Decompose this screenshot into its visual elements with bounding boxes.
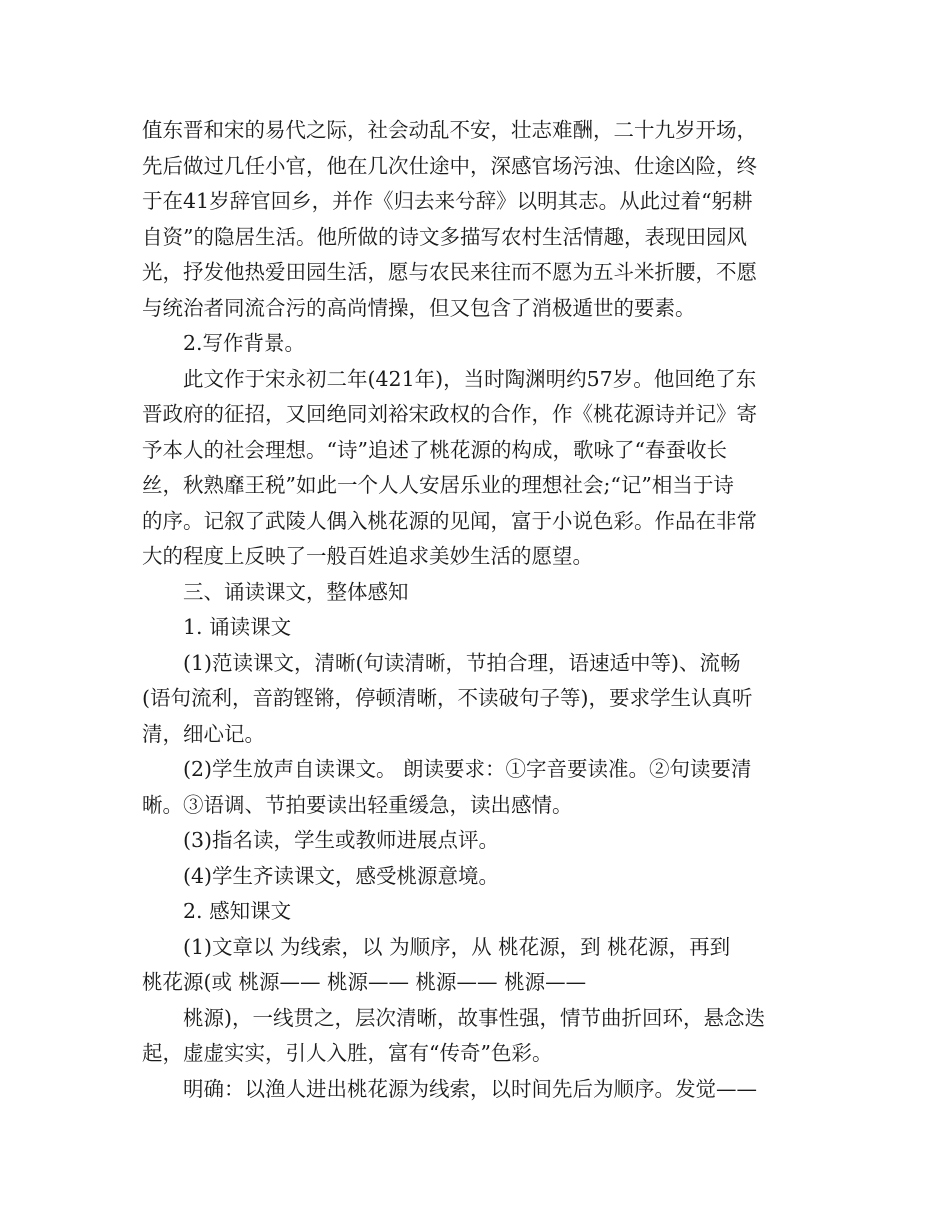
text-line: 值东晋和宋的易代之际，社会动乱不安，壮志难酬，二十九岁开场，	[142, 118, 757, 142]
heading-line: 2.写作背景。	[183, 331, 306, 355]
paragraph-group-reading	[142, 859, 812, 895]
text-line: 起，虚虚实实，引人入胜，富有“传奇”色彩。	[142, 1041, 553, 1065]
paragraph-self-reading	[142, 752, 812, 823]
text-line: 晋政府的征招，又回绝同刘裕宋政权的合作，作《桃花源诗并记》寄	[142, 402, 757, 426]
paragraph-model-reading	[142, 646, 812, 753]
heading-line: 三、诵读课文，整体感知	[183, 579, 409, 604]
section-heading-recite	[142, 575, 812, 611]
paragraph-clue-continuation	[142, 1001, 812, 1072]
paragraph-answer	[142, 1072, 812, 1108]
text-line: 于在41岁辞官回乡，并作《归去来兮辞》以明其志。从此过着“躬耕	[142, 189, 753, 213]
paragraph-named-reading	[142, 823, 812, 859]
text-line: 先后做过几任小官，他在几次仕途中，深感官场污浊、仕途凶险，终	[142, 153, 757, 178]
text-line: 晰。③语调、节拍要读出轻重缓急，读出感情。	[142, 792, 573, 817]
text-line: 桃源)，一线贯之，层次清晰，故事性强，情节曲折回环，悬念迭	[183, 1005, 765, 1030]
heading-line: 2. 感知课文	[183, 899, 292, 923]
text-line: 明确：以渔人进出桃花源为线索，以时间先后为顺序。发觉——	[183, 1076, 757, 1101]
text-line: (1)文章以 为线索，以 为顺序，从 桃花源，到 桃花源，再到	[183, 934, 731, 959]
text-line: 与统治者同流合污的高尚情操，但又包含了消极遁世的要素。	[142, 295, 696, 320]
text-line: 自资”的隐居生活。他所做的诗文多描写农村生活情趣，表现田园风	[142, 224, 747, 249]
document-body	[142, 113, 812, 1107]
text-line: 予本人的社会理想。“诗”追述了桃花源的构成，歌咏了“春蚕收长	[142, 437, 727, 462]
text-line: (语句流利，音韵铿锵，停顿清晰，不读破句子等)，要求学生认真听	[142, 686, 753, 710]
text-line: 丝，秋熟靡王税”如此一个人人安居乐业的理想社会;“记”相当于诗	[142, 473, 734, 497]
text-line: (1)范读课文，清晰(句读清晰，节拍合理，语速适中等)、流畅	[183, 650, 741, 675]
subheading-recite-text	[142, 610, 812, 646]
section-heading-background	[142, 326, 812, 362]
paragraph-clue-question	[142, 930, 812, 1001]
text-line: 清，细心记。	[142, 721, 265, 746]
text-line: 光，抒发他热爱田园生活，愿与农民来往而不愿为五斗米折腰，不愿	[142, 260, 757, 284]
text-line: (4)学生齐读课文，感受桃源意境。	[183, 863, 500, 888]
paragraph-writing-background	[142, 362, 812, 575]
text-line: (3)指名读，学生或教师进展点评。	[183, 828, 500, 852]
heading-line: 1. 诵读课文	[183, 615, 292, 639]
subheading-perceive-text	[142, 894, 812, 930]
text-line: 大的程度上反映了一般百姓追求美妙生活的愿望。	[142, 544, 593, 568]
text-line: 桃花源(或 桃源—— 桃源—— 桃源—— 桃源——	[142, 970, 587, 994]
paragraph-author-intro	[142, 113, 812, 326]
text-line: (2)学生放声自读课文。 朗读要求：①字音要读准。②句读要清	[183, 757, 752, 781]
text-line: 此文作于宋永初二年(421年)，当时陶渊明约57岁。他回绝了东	[183, 366, 757, 391]
text-line: 的序。记叙了武陵人偶入桃花源的见闻，富于小说色彩。作品在非常	[142, 508, 757, 533]
